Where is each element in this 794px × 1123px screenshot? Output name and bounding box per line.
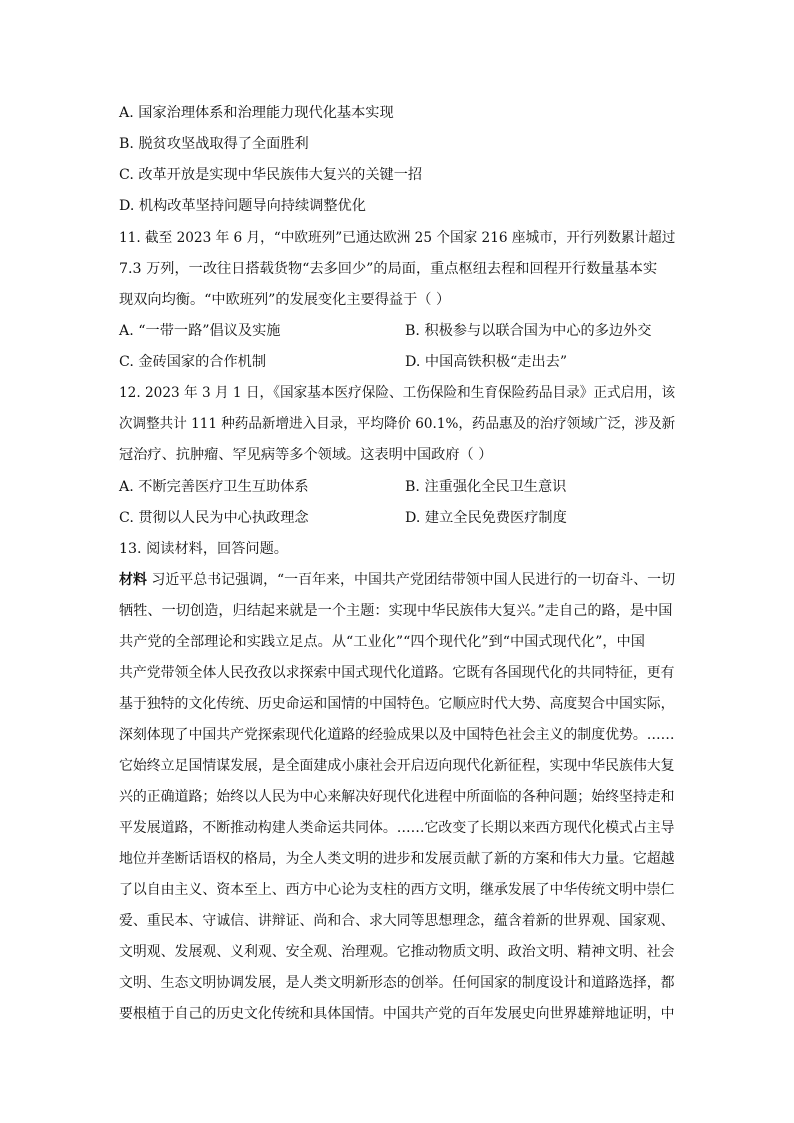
q13-stem: 13. 阅读材料，回答问题。 (119, 541, 288, 557)
q13-material-line-12: 爱、重民本、守诚信、讲辩证、尚和合、求大同等思想理念，蕴含着新的世界观、国家观、 (119, 913, 675, 929)
q11-option-a[interactable]: A. “一带一路”倡议及实施 (119, 323, 281, 339)
q13-material-line-3: 共产党的全部理论和实践立足点。从“工业化”“四个现代化”到“中国式现代化”，中国 (119, 634, 645, 650)
q11-stem-line-1: 11. 截至 2023 年 6 月，“中欧班列”已通达欧洲 25 个国家 216 座城市，开行列数累计超过 (119, 230, 676, 246)
q13-material-line-10: 地位并垄断话语权的格局，为全人类文明的进步和发展贡献了新的方案和伟大力量。它超越 (119, 851, 675, 867)
q12-stem-line-3: 冠治疗、抗肿瘤、罕见病等多个领域。这表明中国政府（ ） (119, 447, 493, 463)
q12-option-d[interactable]: D. 建立全民免费医疗制度 (405, 510, 567, 526)
q13-material-line-15: 要根植于自己的历史文化传统和具体国情。中国共产党的百年发展史向世界雄辩地证明，中 (119, 1006, 675, 1022)
q10-option-d[interactable]: D. 机构改革坚持问题导向持续调整优化 (119, 198, 366, 214)
q13-material-line-14: 文明、生态文明协调发展，是人类文明新形态的创举。任何国家的制度设计和道路选择，都 (119, 975, 675, 991)
q13-material-line-5: 基于独特的文化传统、历史命运和国情的中国特色。它顺应时代大势、高度契合中国实际， (119, 696, 675, 712)
q13-material-line-1: 材料 习近平总书记强调，“一百年来，中国共产党团结带领中国人民进行的一切奋斗、一切 (119, 572, 676, 588)
q12-stem-line-2: 次调整共计 111 种药品新增进入目录，平均降价 60.1%，药品惠及的治疗领域广泛，涉及新 (119, 416, 676, 432)
q11-stem-line-3: 现双向均衡。“中欧班列”的发展变化主要得益于（ ） (119, 292, 451, 308)
q13-material-line-2: 牺牲、一切创造，归结起来就是一个主题：实现中华民族伟大复兴。”走自己的路，是中国 (119, 603, 673, 619)
q13-material-line-13: 文明观、发展观、义利观、安全观、治理观。它推动物质文明、政治文明、精神文明、社会 (119, 944, 675, 960)
q13-material-line-9: 平发展道路，不断推动构建人类命运共同体。……它改变了长期以来西方现代化模式占主导 (119, 820, 675, 836)
q12-stem-line-1: 12. 2023 年 3 月 1 日，《国家基本医疗保险、工伤保险和生育保险药品目录》正式启用，该 (119, 385, 676, 401)
q13-material-line-4: 共产党带领全体人民孜孜以求探索中国式现代化道路。它既有各国现代化的共同特征，更有 (119, 665, 675, 681)
q13-material-line-11: 了以自由主义、资本至上、西方中心论为支柱的西方文明，继承发展了中华传统文明中崇仁 (119, 882, 675, 898)
q11-option-c[interactable]: C. 金砖国家的合作机制 (119, 354, 267, 370)
q11-option-d[interactable]: D. 中国高铁积极“走出去” (405, 354, 568, 370)
q10-option-b[interactable]: B. 脱贫攻坚战取得了全面胜利 (119, 136, 309, 152)
q13-material-line-6: 深刻体现了中国共产党探索现代化道路的经验成果以及中国特色社会主义的制度优势。…… (119, 727, 675, 743)
q12-option-a[interactable]: A. 不断完善医疗卫生互助体系 (119, 479, 309, 495)
q11-stem-line-2: 7.3 万列，一改往日搭载货物“去多回少”的局面，重点枢纽去程和回程开行数量基本实 (119, 261, 658, 277)
q12-option-b[interactable]: B. 注重强化全民卫生意识 (405, 479, 567, 495)
material-label: 材料 (119, 572, 147, 588)
q11-option-b[interactable]: B. 积极参与以联合国为中心的多边外交 (405, 323, 652, 339)
q10-option-c[interactable]: C. 改革开放是实现中华民族伟大复兴的关键一招 (119, 167, 423, 183)
q13-material-line-8: 兴的正确道路；始终以人民为中心来解决好现代化进程中所面临的各种问题；始终坚持走和 (119, 789, 675, 805)
q12-option-c[interactable]: C. 贯彻以人民为中心执政理念 (119, 510, 309, 526)
q13-material-line-7: 它始终立足国情谋发展，是全面建成小康社会开启迈向现代化新征程，实现中华民族伟大复 (119, 758, 675, 774)
q10-option-a[interactable]: A. 国家治理体系和治理能力现代化基本实现 (119, 105, 394, 121)
